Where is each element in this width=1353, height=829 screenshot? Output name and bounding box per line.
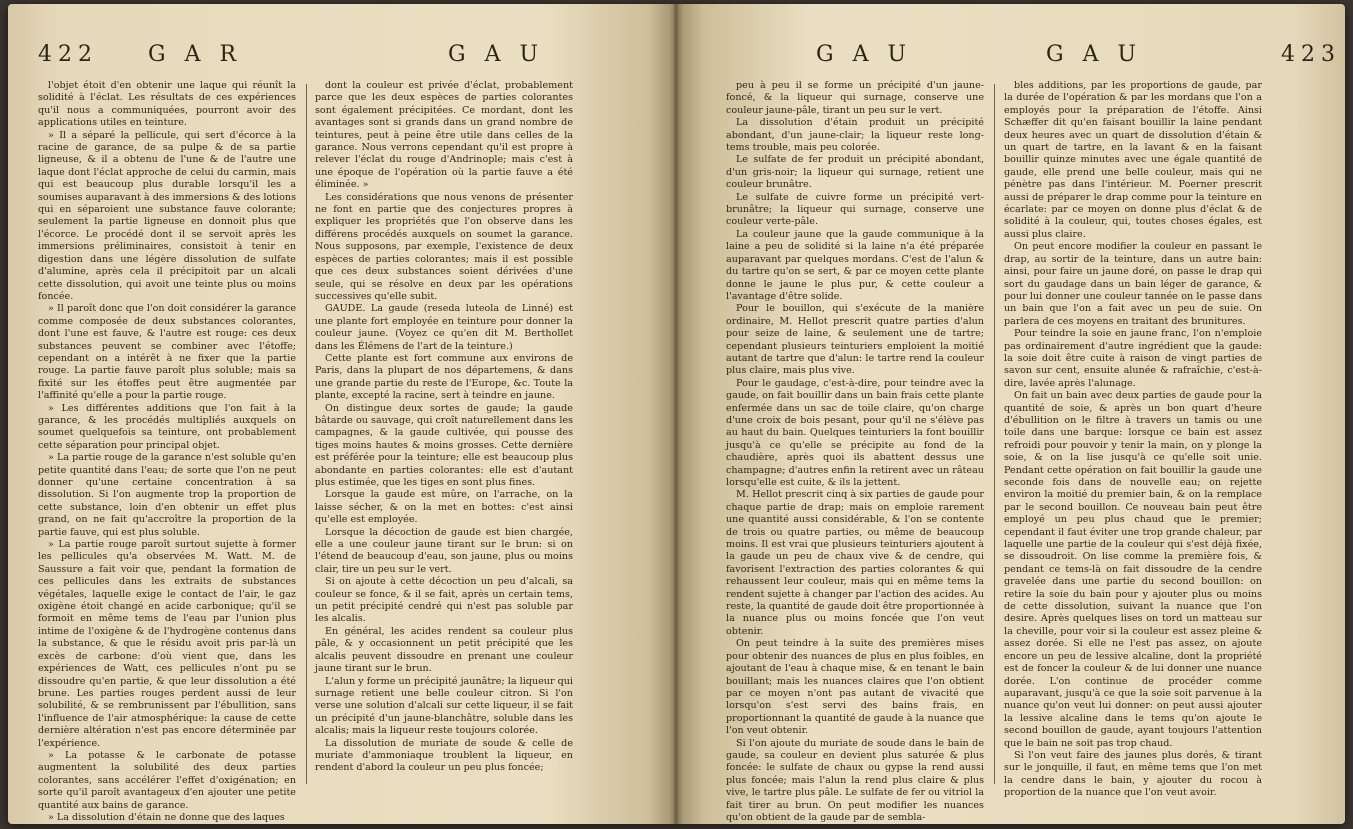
text-column: [726, 80, 984, 823]
paragraph: Cette plante est fort commune aux environs de Paris, dans la plupart de nos départemens, & dans une grande partie du reste de l'Europe, &c. Toute la plante, excepté la racine, sert à teindre en jaune.: [315, 352, 573, 402]
paragraph: bles additions, par les proportions de gaude, par la durée de l'opération & par les mordans que l'on a employés pour la préparation de l'étoffe. Ainsi Schæffer dit qu'en faisant bouillir la laine pendant deux heures avec un quart de dissolution d'étain & un quart de tartre, en la lavant & en la faisant bouillir quinze minutes avec une égale quantité de gaude, elle prend une belle couleur, mais qui ne pénètre pas dans l'intérieur. M. Poerner prescrit aussi de préparer le drap comme pour la teinture en écarlate: par ce moyen on donne plus d'éclat & de solidité à la couleur, qui, toutes choses égales, est aussi plus claire.: [1004, 80, 1262, 240]
paragraph: Le sulfate de fer produit un précipité abondant, d'un gris-noir; la liqueur qui surnage, retient une couleur brunâtre.: [726, 154, 984, 191]
paragraph: Si l'on veut faire des jaunes plus dorés, & tirant sur le jonquille, il faut, en même tems que l'on met la cendre dans le bain, y ajouter du rocou à proportion de la nuance que l'on veut avoir.: [1004, 749, 1262, 799]
paragraph: » Il a séparé la pellicule, qui sert d'écorce à la racine de garance, de sa pulpe & de sa partie ligneuse, & il a obtenu de l'une & de l'autre une laque dont l'éclat approche de celui du carmin, mais qui est beaucoup plus durable lorsqu'il les a soumises auparavant à des immersions & des lotions qui en séparoient une substance fauve colorante; seulement la partie ligneuse en donnoit plus que l'écorce. Le procédé dont il se servoit après les immersions préliminaires, consistoit à tenir en digestion dans une légère dissolution de sulfate d'alumine, après cela il précipitoit par un alcali cette dissolution, qui avoit une teinte plus ou moins foncée.: [38, 129, 296, 302]
paragraph: » Les différentes additions que l'on fait à la garance, & les procédés multipliés auxquels on soumet quelquefois sa teinture, ont probablement cette séparation pour principal objet.: [38, 402, 296, 451]
paragraph: dont la couleur est privée d'éclat, probablement parce que les deux espèces de parties colorantes sont également précipitées. Ce mordant, dont les avantages sont si grands dans un grand nombre de teintures, peut à peine être utile dans celles de la garance. Nous verrons cependant qu'il est propre à relever l'éclat du rouge d'Andrinople; mais c'est à une époque de l'opération où la partie fauve a été éliminée. »: [315, 80, 573, 191]
paragraph: Pour le bouillon, qui s'exécute de la manière ordinaire, M. Hellot prescrit quatre parties d'alun pour seize de laine, & seulement une de tartre; cependant plusieurs teinturiers emploient la moitié autant de tartre que d'alun: le tartre rend la couleur plus claire, mais plus vive.: [726, 303, 984, 377]
paragraph: Lorsque la décoction de gaude est bien chargée, elle a une couleur jaune tirant sur le brun: si on l'étend de beaucoup d'eau, son jaune, plus ou moins clair, tire un peu sur le vert.: [315, 526, 573, 575]
paragraph: On fait un bain avec deux parties de gaude pour la quantité de soie, & après un bon quart d'heure d'ébullition on le filtre à travers un tamis ou une toile dans une barque: lorsque ce bain est assez refroidi pour pouvoir y tenir la main, on y plonge la soie, & on la lise jusqu'à ce qu'elle soit unie. Pendant cette opération on fait bouillir la gaude une seconde fois dans de nouvelle eau; on rejette environ la moitié du premier bain, & on la remplace par le second bouillon. Ce nouveau bain peut être employé un peu plus chaud que le premier; cependant il faut éviter une trop grande chaleur, par laquelle une partie de la couleur qui s'est déjà fixée, se dissoudroit. On lise comme la première fois, & pendant ce tems-là on fait dissoudre de la cendre gravelée dans une partie du second bouillon: on retire la soie du bain pour y ajouter plus ou moins de cette dissolution, suivant la nuance que l'on desire. Après quelques lises on tord un matteau sur la cheville, pour voir si la couleur est assez pleine & assez dorée. Si elle ne l'est pas assez, on ajoute encore un peu de lessive alcaline, dont la propriété est de foncer la couleur & de lui donner une nuance dorée. L'on continue de procéder comme auparavant, jusqu'à ce que la soie soit parvenue à la nuance qu'on veut lui donner: on peut aussi ajouter la lessive alcaline dans le tems qu'on ajoute le second bouillon de gaude, ayant toujours l'attention que le bain ne soit pas trop chaud.: [1004, 390, 1262, 749]
paragraph: Le sulfate de cuivre forme un précipité vert-brunâtre; la liqueur qui surnage, conserve une couleur verte-pâle.: [726, 191, 984, 228]
paragraph: l'objet étoit d'en obtenir une laque qui réunît la solidité à l'éclat. Les résultats de ces expériences qu'il nous a communiquées, pourront avoir des applications utiles en teinture.: [38, 80, 296, 129]
paragraph: Pour teindre la soie en jaune franc, l'on n'emploie pas ordinairement d'autre ingrédient que la gaude: la soie doit être cuite à raison de vingt parties de savon sur cent, ensuite alunée & rafraîchie, c'est-à-dire, lavée après l'alunage.: [1004, 328, 1262, 389]
text-column: [315, 80, 573, 810]
left-page-header: [8, 42, 676, 82]
running-head: G A U: [448, 42, 544, 67]
open-book: [8, 4, 1345, 824]
paragraph: L'alun y forme un précipité jaunâtre; la liqueur qui surnage retient une belle couleur citron. Si l'on verse une solution d'alcali sur cette liqueur, il se fait un précipité d'un jaune-blanchâtre, soluble dans les alcalis; mais la liqueur reste toujours colorée.: [315, 675, 573, 737]
paragraph: » La partie rouge de la garance n'est soluble qu'en petite quantité dans l'eau; de sorte que l'on ne peut donner qu'une certaine concentration à sa dissolution. Si l'on augmente trop la proportion de cette substance, loin d'en obtenir un effet plus grand, on ne fait qu'accroître la proportion de la partie fauve, qui est plus soluble.: [38, 452, 296, 538]
right-page-header: [676, 42, 1345, 82]
paragraph: On peut teindre à la suite des premières mises pour obtenir des nuances de plus en plus foibles, en ajoutant de l'eau à chaque mise, & en tenant le bain bouillant; mais les nuances claires que l'on obtient par ce moyen n'ont pas autant de vivacité que lorsqu'on s'est servi des bains frais, en proportionnant la quantité de gaude à la nuance que l'on veut obtenir.: [726, 638, 984, 737]
paragraph: En général, les acides rendent sa couleur plus pâle, & y occasionnent un petit précipité que les alcalis peuvent dissoudre en prenant une couleur jaune tirant sur le brun.: [315, 625, 573, 675]
paragraph: M. Hellot prescrit cinq à six parties de gaude pour chaque partie de drap; mais on emploie rarement une quantité aussi considérable, & l'on se contente de trois ou quatre parties, ou même de beaucoup moins. Il est vrai que plusieurs teinturiers ajoutent à la gaude un peu de chaux vive & de cendre, qui favorisent l'extraction des parties colorantes & qui rehaussent leur couleur, mais qui en même tems la rendent sujette à changer par l'action des acides. Au reste, la quantité de gaude doit être proportionnée à la nuance plus ou moins foncée que l'on veut obtenir.: [726, 489, 984, 637]
left-page: [8, 4, 676, 824]
paragraph: » La potasse & le carbonate de potasse augmentent la solubilité des deux parties colorantes, sans accélérer l'effet d'oxigénation; en sorte qu'il paroît avantageux d'en ajouter une petite quantité aux bains de garance.: [38, 749, 296, 811]
running-head: G A U: [1046, 42, 1142, 67]
paragraph: La dissolution d'étain produit un précipité abondant, d'un jaune-clair; la liqueur reste long-tems trouble, mais peu colorée.: [726, 117, 984, 154]
column-rule: [994, 84, 995, 784]
page-number: 423: [1281, 42, 1341, 67]
paragraph: peu à peu il se forme un précipité d'un jaune-foncé, & la liqueur qui surnage, conserve une couleur jaune-pâle, tirant un peu sur le vert.: [726, 80, 984, 116]
text-column: [1004, 80, 1262, 810]
paragraph: On distingue deux sortes de gaude; la gaude bâtarde ou sauvage, qui croît naturellement dans les campagnes, & la gaude cultivée, qui pousse des tiges moins hautes & moins grosses. Cette dernière est préférée pour la teinture; elle est beaucoup plus abondante en parties colorantes: elle est d'autant plus estimée, que les tiges en sont plus fines.: [315, 402, 573, 488]
paragraph: Si l'on ajoute du muriate de soude dans le bain de gaude, sa couleur en devient plus saturée & plus foncée: le sulfate de chaux ou gypse la rend aussi plus foncée; mais l'alun la rend plus claire & plus vive, le tartre plus pâle. Le sulfate de fer ou vitriol la fait tirer au brun. On peut modifier les nuances qu'on obtient de la gaude par de sembla-: [726, 737, 984, 823]
paragraph: Si on ajoute à cette décoction un peu d'alcali, sa couleur se fonce, & il se fait, après un certain tems, un petit précipité cendré qui n'est pas soluble par les alcalis.: [315, 576, 573, 625]
paragraph: On peut encore modifier la couleur en passant le drap, au sortir de la teinture, dans un autre bain: ainsi, pour faire un jaune doré, on passe le drap qui sort du gaudage dans un bain léger de garance, & pour lui donner une couleur tannée on le passe dans un bain que l'on a fait avec un peu de suie. On parlera de ces moyens en traitant des brunitures.: [1004, 241, 1262, 327]
right-page: [676, 4, 1345, 824]
running-head: G A R: [148, 42, 243, 67]
paragraph: La couleur jaune que la gaude communique à la laine a peu de solidité si la laine n'a été préparée auparavant par quelques mordans. C'est de l'alun & du tartre qu'on se sert, & par ce moyen cette plante donne le jaune le plus pur, & cette couleur a l'avantage d'être solide.: [726, 228, 984, 302]
paragraph: Pour le gaudage, c'est-à-dire, pour teindre avec la gaude, on fait bouillir dans un bain frais cette plante enfermée dans un sac de toile claire, qu'on charge d'une croix de bois pesant, pour qu'il ne s'élève pas au haut du bain. Quelques teinturiers la font bouillir jusqu'à ce qu'elle se précipite au fond de la chaudière, après quoi ils abattent dessus une champagne; d'autres enfin la retirent avec un râteau lorsqu'elle est cuite, & ils la jettent.: [726, 377, 984, 488]
paragraph: La dissolution de muriate de soude & celle de muriate d'ammoniaque troublent la liqueur, en rendent d'abord la couleur un peu plus foncée;: [315, 737, 573, 774]
paragraph: » La partie rouge paroît surtout sujette à former les pellicules qu'a observées M. Watt. M. de Saussure a fait voir que, pendant la formation de ces pellicules dans les extraits de substances végétales, laquelle exige le contact de l'air, le gaz oxigène étoit changé en acide carbonique; qu'il se formoit en même tems de l'eau par l'union plus intime de l'oxigène & de l'hydrogène contenus dans la substance, & que le résidu avoit pris par-là un excès de carbone: d'où vient que, dans les expériences de Watt, ces pellicules n'ont pu se dissoudre qu'en partie, & que leur dissolution a été brune. Les parties rouges perdent aussi de leur solubilité, & se rembrunissent par l'ébullition, sans l'influence de l'air atmosphérique: la cause de cette dernière altération n'est pas encore déterminée par l'expérience.: [38, 539, 296, 749]
paragraph: » La dissolution d'étain ne donne que des laques: [48, 811, 285, 823]
paragraph: » Il paroît donc que l'on doit considérer la garance comme composée de deux substances colorantes, dont l'une est fauve, & l'autre est rouge: ces deux substances peuvent se combiner avec l'étoffe; cependant on a intérêt à ne fixer que la partie rouge. La partie fauve paroît plus soluble; mais sa fixité sur les étoffes peut être augmentée par l'affinité qu'elle a pour la partie rouge.: [38, 303, 296, 402]
page-number: 422: [38, 42, 98, 67]
paragraph: GAUDE. La gaude (reseda luteola de Linné) est une plante fort employée en teinture pour donner la couleur jaune. (Voyez ce qu'en dit M. Berthollet dans les Élémens de l'art de la teinture.): [315, 303, 573, 352]
paragraph: Les considérations que nous venons de présenter ne font en partie que des conjectures propres à expliquer les propriétés que l'on observe dans les différens procédés auxquels on soumet la garance. Nous supposons, par exemple, l'existence de deux espèces de parties colorantes; mais il est possible que ces deux substances soient dérivées d'une seule, qui se résolve en deux par les opérations successives qu'elle subit.: [315, 191, 573, 302]
running-head: G A U: [816, 42, 912, 67]
column-rule: [306, 84, 307, 784]
text-column: [38, 80, 296, 823]
paragraph: Lorsque la gaude est mûre, on l'arrache, on la laisse sécher, & on la met en bottes: c'est ainsi qu'elle est employée.: [315, 489, 573, 526]
